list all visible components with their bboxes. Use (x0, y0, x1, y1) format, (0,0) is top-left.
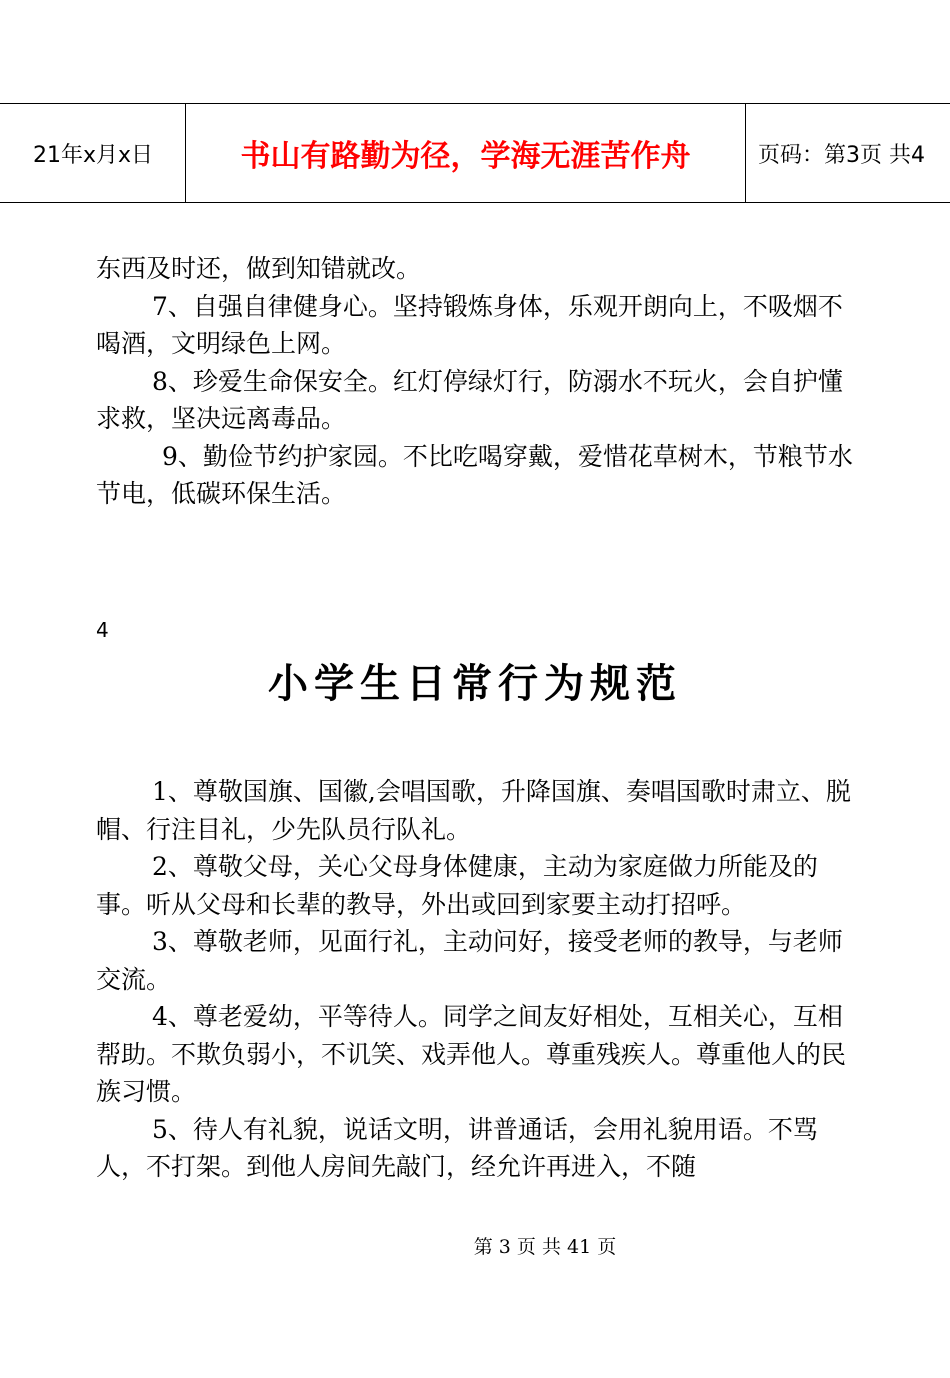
paragraph-item-8: 8、珍爱生命保安全。红灯停绿灯行，防溺水不玩火，会自护懂求救，坚决远离毒品。 (96, 366, 843, 433)
paragraph-item-2: 2、尊敬父母，关心父母身体健康，主动为家庭做力所能及的事。听从父母和长辈的教导，外出或回到家要主动打招呼。 (96, 852, 818, 919)
section-number: 4 (96, 618, 109, 642)
body-section (96, 773, 866, 1186)
header-page-info: 页码：第3页 共4 (758, 142, 925, 168)
page-footer: 第 3 页 共 41 页 (473, 1236, 617, 1258)
page-title: 小学生日常行为规范 (268, 660, 682, 707)
paragraph-item-3: 3、尊敬老师，见面行礼，主动问好，接受老师的教导，与老师交流。 (96, 927, 843, 994)
paragraph-continuation: 东西及时还，做到知错就改。 (96, 254, 422, 283)
paragraph-item-7: 7、自强自律健身心。坚持锻炼身体，乐观开朗向上，不吸烟不喝酒，文明绿色上网。 (96, 291, 843, 358)
paragraph-item-9: 9、勤俭节约护家园。不比吃喝穿戴，爱惜花草树木，节粮节水节电，低碳环保生活。 (96, 441, 853, 508)
header-date: 21年x月x日 (0, 104, 186, 202)
top-section (96, 250, 866, 513)
header-motto: 书山有路勤为径，学海无涯苦作舟 (186, 104, 746, 202)
paragraph-item-4: 4、尊老爱幼，平等待人。同学之间友好相处，互相关心，互相帮助。不欺负弱小，不讥笑、戏弄他人。尊重残疾人。尊重他人的民族习惯。 (96, 1002, 847, 1106)
page-header (0, 103, 950, 203)
paragraph-item-5: 5、待人有礼貌，说话文明，讲普通话，会用礼貌用语。不骂人，不打架。到他人房间先敲门，经允许再进入，不随 (96, 1114, 818, 1181)
paragraph-item-1: 1、尊敬国旗、国徽,会唱国歌，升降国旗、奏唱国歌时肃立、脱帽、行注目礼，少先队员行队礼。 (96, 777, 851, 844)
